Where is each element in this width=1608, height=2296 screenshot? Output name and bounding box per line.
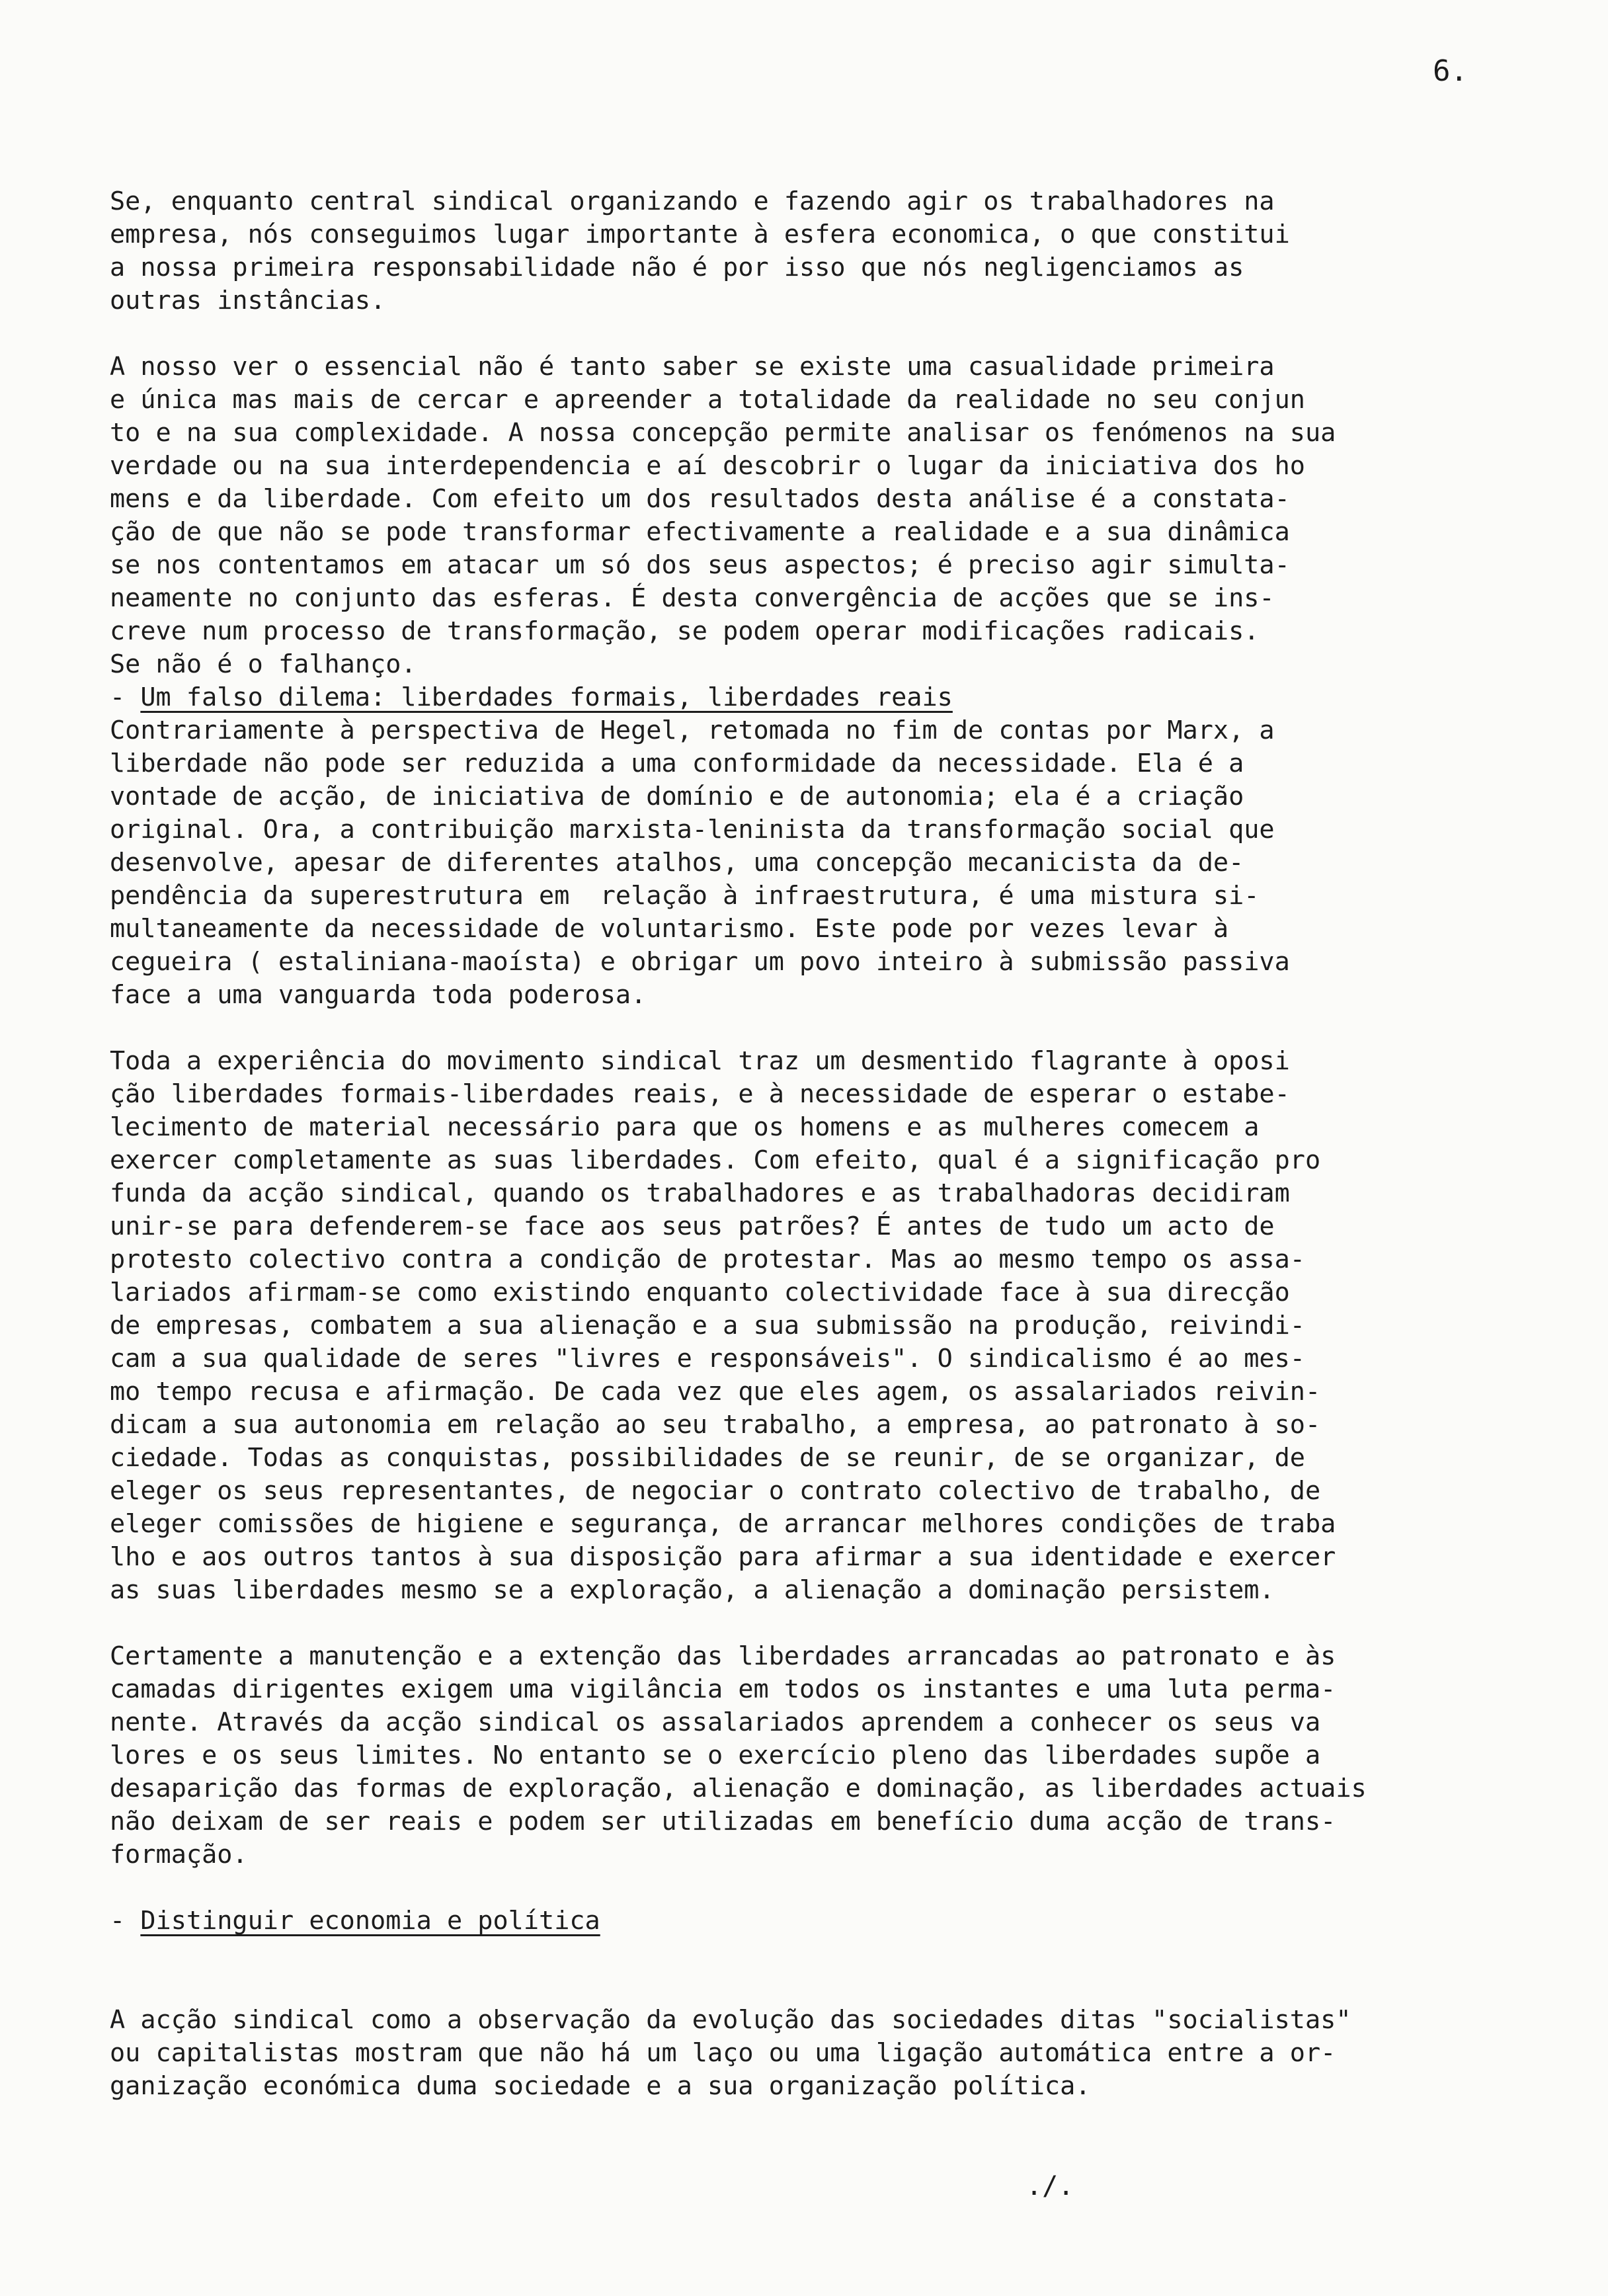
page-number: 6. bbox=[1433, 54, 1468, 88]
paragraph-2: A nosso ver o essencial não é tanto saber se existe uma casualidade primeira e única mas mais de cercar e apreender a totalidade da realidade no seu conjun to e na sua complexidade. A nossa concepção permite analisar os fenómenos na sua verdade ou na sua interdependencia e aí descobrir o lugar da iniciativa dos ho mens e da liberdade. Com efeito um dos resultados desta análise é a constata- ção de que não se pode transformar efectivamente a realidade e a sua dinâmica se nos contentamos em atacar um só dos seus aspectos; é preciso agir simulta- neamente no conjunto das esferas. É desta convergência de acções que se ins- creve num processo de transformação, se podem operar modificações radicais. Se não é o falhanço. bbox=[110, 352, 1336, 679]
paragraph-4: Toda a experiência do movimento sindical traz um desmentido flagrante à oposi ção liberdades formais-liberdades reais, e à necessidade de esperar o estabe- lecimento de material necessário para que os homens e as mulheres comecem a exercer completamente as suas liberdades. Com efeito, qual é a significação pro funda da acção sindical, quando os trabalhadores e as trabalhadoras decidiram unir-se para defenderem-se face aos seus patrões? É antes de tudo um acto de protesto colectivo contra a condição de protestar. Mas ao mesmo tempo os assa- lariados afirmam-se como existindo enquanto colectividade face à sua direcção de empresas, combatem a sua alienação e a sua submissão na produção, reivindi- cam a sua qualidade de seres "livres e responsáveis". O sindicalismo é ao mes- mo tempo recusa e afirmação. De cada vez que eles agem, os assalariados reivin- dicam a sua autonomia em relação ao seu trabalho, a empresa, ao patronato à so- ciedade. Todas as conquistas, possibilidades de se reunir, de se organizar, de eleger os seus representantes, de negociar o contrato colectivo de trabalho, de eleger comissões de higiene e segurança, de arrancar melhores condições de traba lho e aos outros tantos à sua disposição para afirmar a sua identidade e exercer as suas liberdades mesmo se a exploração, a alienação a dominação persistem. bbox=[110, 1046, 1336, 1605]
section-heading-1 bbox=[110, 681, 1525, 714]
heading-dash: - bbox=[110, 1906, 141, 1936]
paragraph-gap bbox=[110, 1938, 1525, 1971]
paragraph-gap bbox=[110, 317, 1525, 350]
heading-dash: - bbox=[110, 682, 141, 712]
paragraph-gap bbox=[110, 1871, 1525, 1905]
paragraph-6: A acção sindical como a observação da evolução das sociedades ditas "socialistas" ou capitalistas mostram que não há um laço ou uma ligação automática entre a or- ganização económica duma sociedade e a sua organização política. bbox=[110, 2005, 1351, 2101]
paragraph-3: Contrariamente à perspectiva de Hegel, retomada no fim de contas por Marx, a liberdade não pode ser reduzida a uma conformidade da necessidade. Ela é a vontade de acção, de iniciativa de domínio e de autonomia; ela é a criação original. Ora, a contribuição marxista-leninista da transformação social que desenvolve, apesar de diferentes atalhos, uma concepção mecanicista da de- pendência da superestrutura em relação à infraestrutura, é uma mistura si- multaneamente da necessidade de voluntarismo. Este pode por vezes levar à cegueira ( estaliniana-maoísta) e obrigar um povo inteiro à submissão passiva face a uma vanguarda toda poderosa. bbox=[110, 716, 1290, 1010]
paragraph-gap bbox=[110, 1607, 1525, 1640]
body-text bbox=[110, 185, 1525, 2103]
paragraph-5: Certamente a manutenção e a extenção das liberdades arrancadas ao patronato e às camadas dirigentes exigem uma vigilância em todos os instantes e uma luta perma- nente. Através da acção sindical os assalariados aprendem a conhecer os seus va lores e os seus limites. No entanto se o exercício pleno das liberdades supõe a desaparição das formas de exploração, alienação e dominação, as liberdades actuais não deixam de ser reais e podem ser utilizadas em benefício duma acção de trans- formação. bbox=[110, 1641, 1367, 1869]
continuation-mark: ./. bbox=[1026, 2171, 1074, 2201]
paragraph-gap bbox=[110, 1012, 1525, 1045]
paragraph-gap bbox=[110, 1971, 1525, 2004]
heading-text: Distinguir economia e política bbox=[140, 1906, 600, 1936]
paragraph-1: Se, enquanto central sindical organizando e fazendo agir os trabalhadores na empresa, nós conseguimos lugar importante à esfera economica, o que constitui a nossa primeira responsabilidade não é por isso que nós negligenciamos as outras instâncias. bbox=[110, 186, 1290, 315]
section-heading-2 bbox=[110, 1905, 1525, 1938]
heading-text: Um falso dilema: liberdades formais, liberdades reais bbox=[140, 682, 953, 712]
